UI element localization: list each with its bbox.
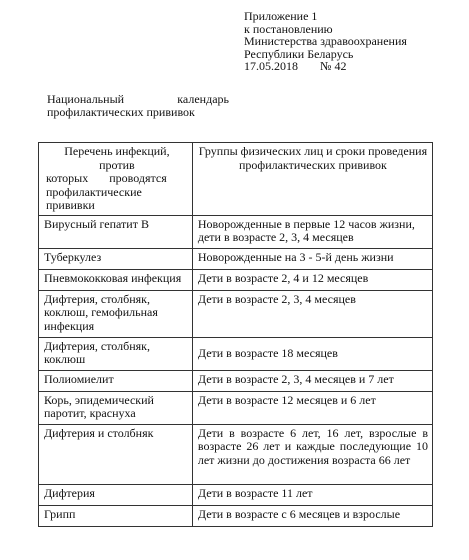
header-infections — [39, 143, 193, 216]
infection-cell: Пневмококковая инфекция — [39, 269, 193, 290]
table-row — [39, 290, 433, 337]
annex-line-1: Приложение 1 — [244, 9, 318, 23]
infection-cell: Дифтерия, столбняк, коклюш, гемофильная инфекция — [39, 290, 193, 337]
table-row — [39, 424, 433, 484]
infection-cell: Полиомиелит — [39, 370, 193, 391]
groups-cell: Дети в возрасте 2, 4 и 12 месяцев — [192, 269, 432, 290]
groups-cell: Новорожденные на 3 - 5-й день жизни — [192, 248, 432, 269]
infection-cell: Корь, эпидемический паротит, краснуха — [39, 391, 193, 424]
infection-cell: Дифтерия и столбняк — [39, 424, 193, 484]
table-row — [39, 391, 433, 424]
table-row — [39, 215, 433, 248]
document-title — [47, 93, 229, 119]
infection-cell: Вирусный гепатит В — [39, 215, 193, 248]
title-line-2: профилактических прививок — [47, 105, 195, 119]
groups-cell: Дети в возрасте 2, 3, 4 месяцев — [192, 290, 432, 337]
table-header-row — [39, 143, 433, 216]
annex-block — [244, 10, 407, 73]
groups-cell: Дети в возрасте 12 месяцев и 6 лет — [192, 391, 432, 424]
table-row — [39, 248, 433, 269]
infection-cell: Дифтерия, столбняк, коклюш — [39, 337, 193, 370]
groups-cell: Дети в возрасте с 6 месяцев и взрослые — [192, 505, 432, 526]
groups-cell: Новорожденные в первые 12 часов жизни, дети в возрасте 2, 3, 4 месяцев — [192, 215, 432, 248]
title-word-2: календарь — [177, 92, 229, 106]
infection-cell: Туберкулез — [39, 248, 193, 269]
groups-cell: Дети в возрасте 18 месяцев — [192, 337, 432, 370]
table-row — [39, 505, 433, 526]
table-row — [39, 269, 433, 290]
annex-date: 17.05.2018 — [244, 59, 298, 73]
table-row — [39, 337, 433, 370]
annex-line-3: Министерства здравоохранения — [244, 34, 407, 48]
table-row — [39, 370, 433, 391]
groups-cell: Дети в возрасте 11 лет — [192, 484, 432, 505]
annex-number: № 42 — [320, 59, 347, 73]
groups-cell: Дети в возрасте 6 лет, 16 лет, взрослые в возрасте 26 лет и каждые последующие 10 лет жизни до достижения возраста 66 лет — [192, 424, 432, 484]
annex-line-2: к постановлению — [244, 21, 333, 36]
infection-cell: Дифтерия — [39, 484, 193, 505]
title-word-1: Национальный — [47, 92, 125, 106]
vaccination-calendar-table — [38, 142, 433, 527]
header-groups: Группы физических лиц и сроки проведения профилактических прививок — [192, 143, 432, 216]
annex-dateline — [244, 60, 407, 73]
annex-line-4: Республики Беларусь — [244, 46, 354, 61]
infection-cell: Грипп — [39, 505, 193, 526]
table-row — [39, 484, 433, 505]
header-infections-line-1: Перечень инфекций, против — [64, 144, 170, 172]
header-infections-line-3: профилактические прививки — [46, 184, 142, 212]
groups-cell: Дети в возрасте 2, 3, 4 месяцев и 7 лет — [192, 370, 432, 391]
header-infections-line-2: которых проводятся — [46, 171, 167, 185]
